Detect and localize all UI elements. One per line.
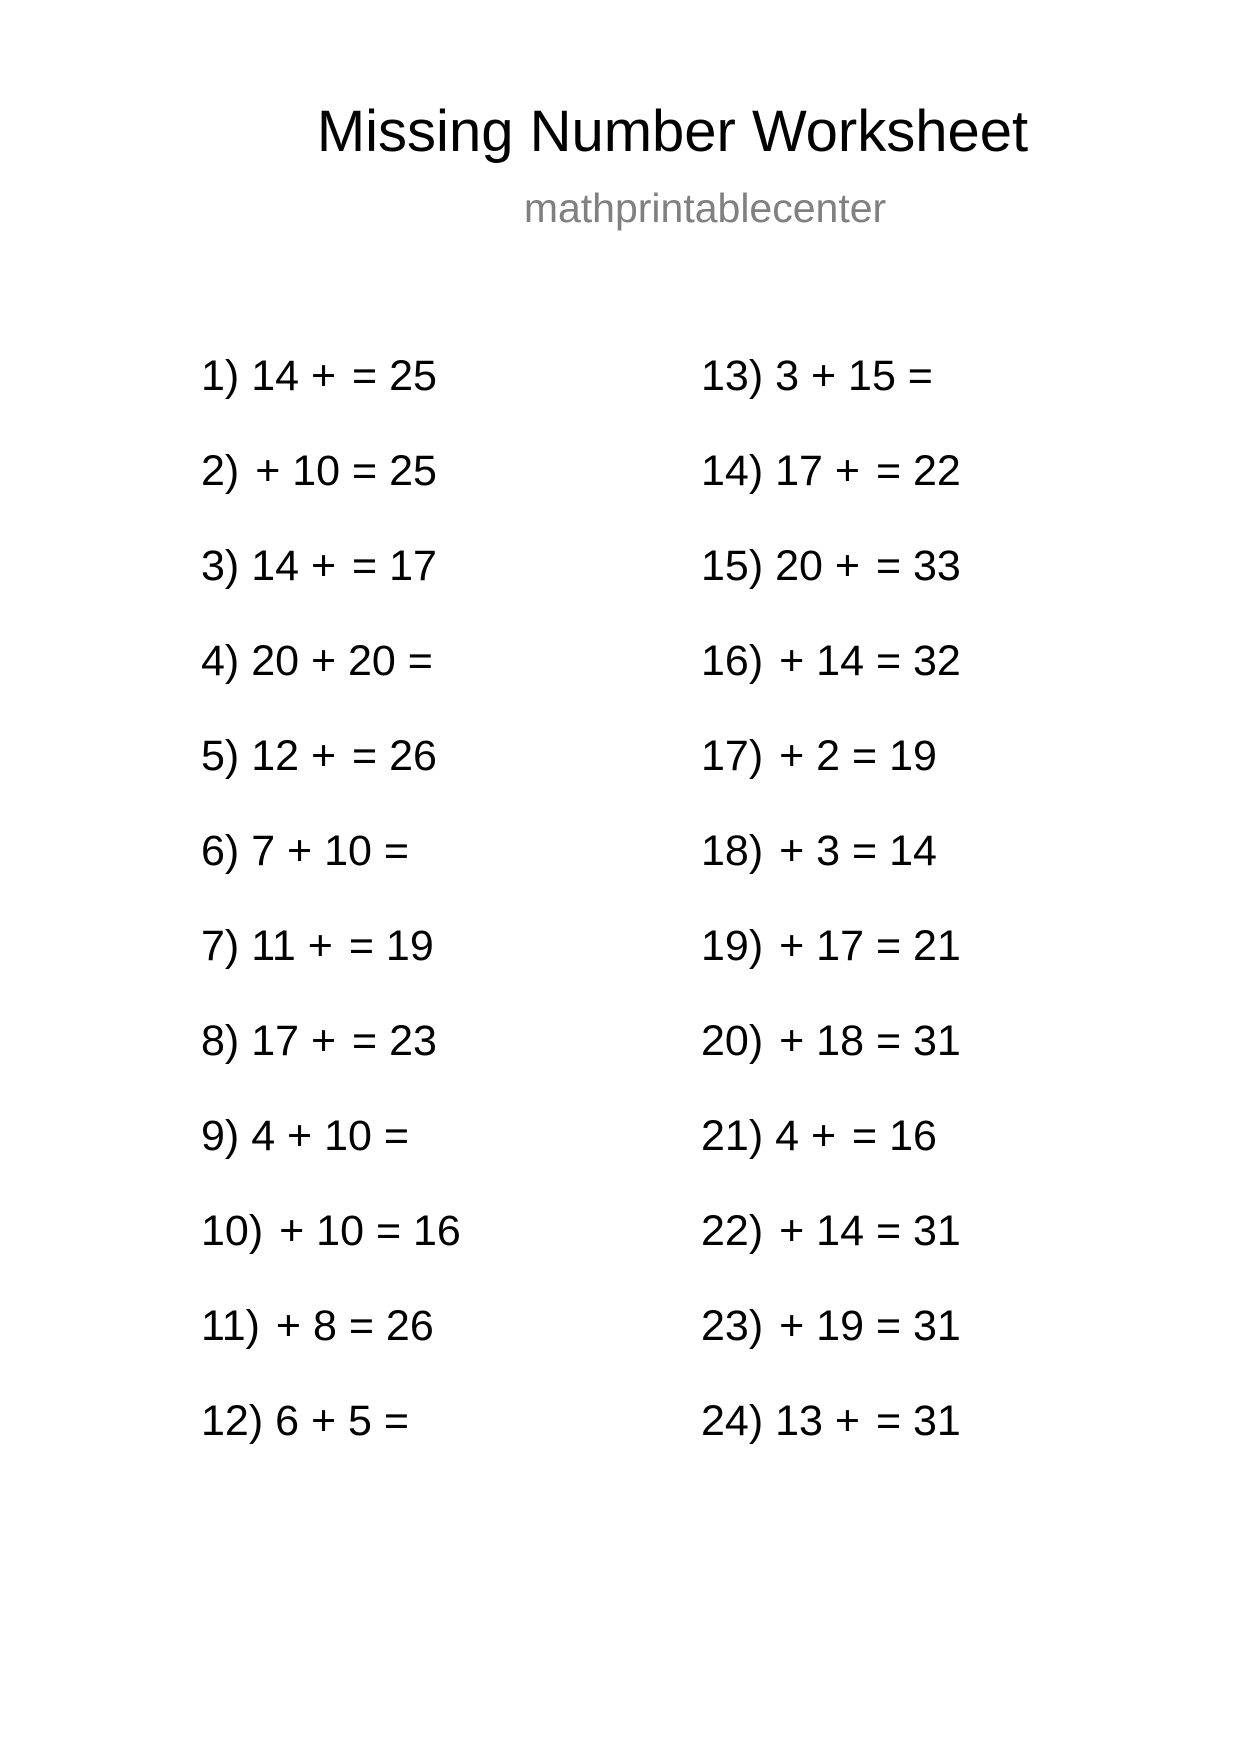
problem-number: 19): [701, 922, 764, 970]
problem-number: 24): [701, 1397, 764, 1445]
problem-item: [701, 1203, 961, 1298]
equation-text: + 18 = 31: [779, 1017, 961, 1065]
problem-number: 5): [201, 732, 240, 780]
site-name: mathprintablecenter: [523, 185, 887, 231]
equation-text: = 33: [875, 542, 961, 590]
problem-number: 17): [701, 732, 764, 780]
equation-text: + 10 = 25: [255, 447, 437, 495]
equation-text: = 19: [348, 922, 434, 970]
problem-number: 13): [701, 352, 764, 400]
problem-item: [201, 728, 461, 823]
problem-number: 9): [201, 1112, 240, 1160]
problem-item: [201, 918, 461, 1013]
equation-text: 4 + 10 =: [251, 1112, 409, 1160]
problem-number: 6): [201, 827, 240, 875]
equation-text: = 22: [875, 447, 961, 495]
problem-item: [201, 1298, 461, 1393]
problem-item: [701, 918, 961, 1013]
problem-item: [201, 348, 461, 443]
problem-number: 10): [201, 1207, 264, 1255]
problem-number: 12): [201, 1397, 264, 1445]
problem-number: 7): [201, 922, 240, 970]
equation-text: 4 +: [775, 1112, 837, 1160]
equation-text: = 17: [352, 542, 437, 590]
equation-text: 20 + 20 =: [251, 637, 433, 685]
problem-item: [701, 1393, 961, 1488]
problem-item: [201, 1108, 461, 1203]
equation-text: 17 +: [775, 447, 860, 495]
problem-number: 14): [701, 447, 764, 495]
equation-text: + 3 = 14: [779, 827, 937, 875]
problem-item: [701, 1298, 961, 1393]
problem-number: 22): [701, 1207, 764, 1255]
problem-item: [701, 348, 961, 443]
equation-text: + 10 = 16: [279, 1207, 461, 1255]
equation-text: 20 +: [775, 542, 860, 590]
equation-text: + 19 = 31: [779, 1302, 961, 1350]
equation-text: = 16: [852, 1112, 937, 1160]
equation-text: + 17 = 21: [779, 922, 961, 970]
problem-item: [201, 443, 461, 538]
equation-text: + 2 = 19: [779, 732, 937, 780]
problem-item: [701, 633, 961, 728]
equation-text: 11 +: [251, 922, 333, 970]
problem-item: [701, 823, 961, 918]
problem-number: 2): [201, 447, 240, 495]
equation-text: 6 + 5 =: [275, 1397, 410, 1445]
equation-text: = 23: [352, 1017, 437, 1065]
problem-item: [201, 823, 461, 918]
problem-number: 20): [701, 1017, 764, 1065]
problem-item: [701, 728, 961, 823]
problem-item: [201, 538, 461, 633]
problem-number: 4): [201, 637, 240, 685]
page-title: Missing Number Worksheet: [316, 99, 1029, 164]
problem-number: 18): [701, 827, 764, 875]
equation-text: 14 +: [251, 542, 337, 590]
problem-number: 16): [701, 637, 764, 685]
problem-number: 3): [201, 542, 240, 590]
problems-column-left: [201, 348, 461, 1488]
problem-number: 8): [201, 1017, 240, 1065]
equation-text: 3 + 15 =: [775, 352, 933, 400]
equation-text: 7 + 10 =: [251, 827, 409, 875]
equation-text: = 25: [352, 352, 437, 400]
equation-text: 12 +: [251, 732, 337, 780]
equation-text: 13 +: [775, 1397, 860, 1445]
problem-number: 15): [701, 542, 764, 590]
problem-item: [201, 1203, 461, 1298]
problem-number: 21): [701, 1112, 764, 1160]
equation-text: + 14 = 32: [779, 637, 961, 685]
problem-item: [201, 633, 461, 728]
problems-column-right: [701, 348, 961, 1488]
problem-item: [201, 1013, 461, 1108]
equation-text: 14 +: [251, 352, 337, 400]
equation-text: 17 +: [251, 1017, 337, 1065]
problem-item: [701, 443, 961, 538]
problem-number: 1): [201, 352, 240, 400]
problem-item: [701, 1013, 961, 1108]
equation-text: = 26: [352, 732, 437, 780]
equation-text: + 8 = 26: [275, 1302, 434, 1350]
problem-item: [701, 538, 961, 633]
problem-item: [701, 1108, 961, 1203]
equation-text: = 31: [875, 1397, 961, 1445]
problem-number: 11): [201, 1302, 260, 1350]
equation-text: + 14 = 31: [779, 1207, 961, 1255]
problem-number: 23): [701, 1302, 764, 1350]
problem-item: [201, 1393, 461, 1488]
